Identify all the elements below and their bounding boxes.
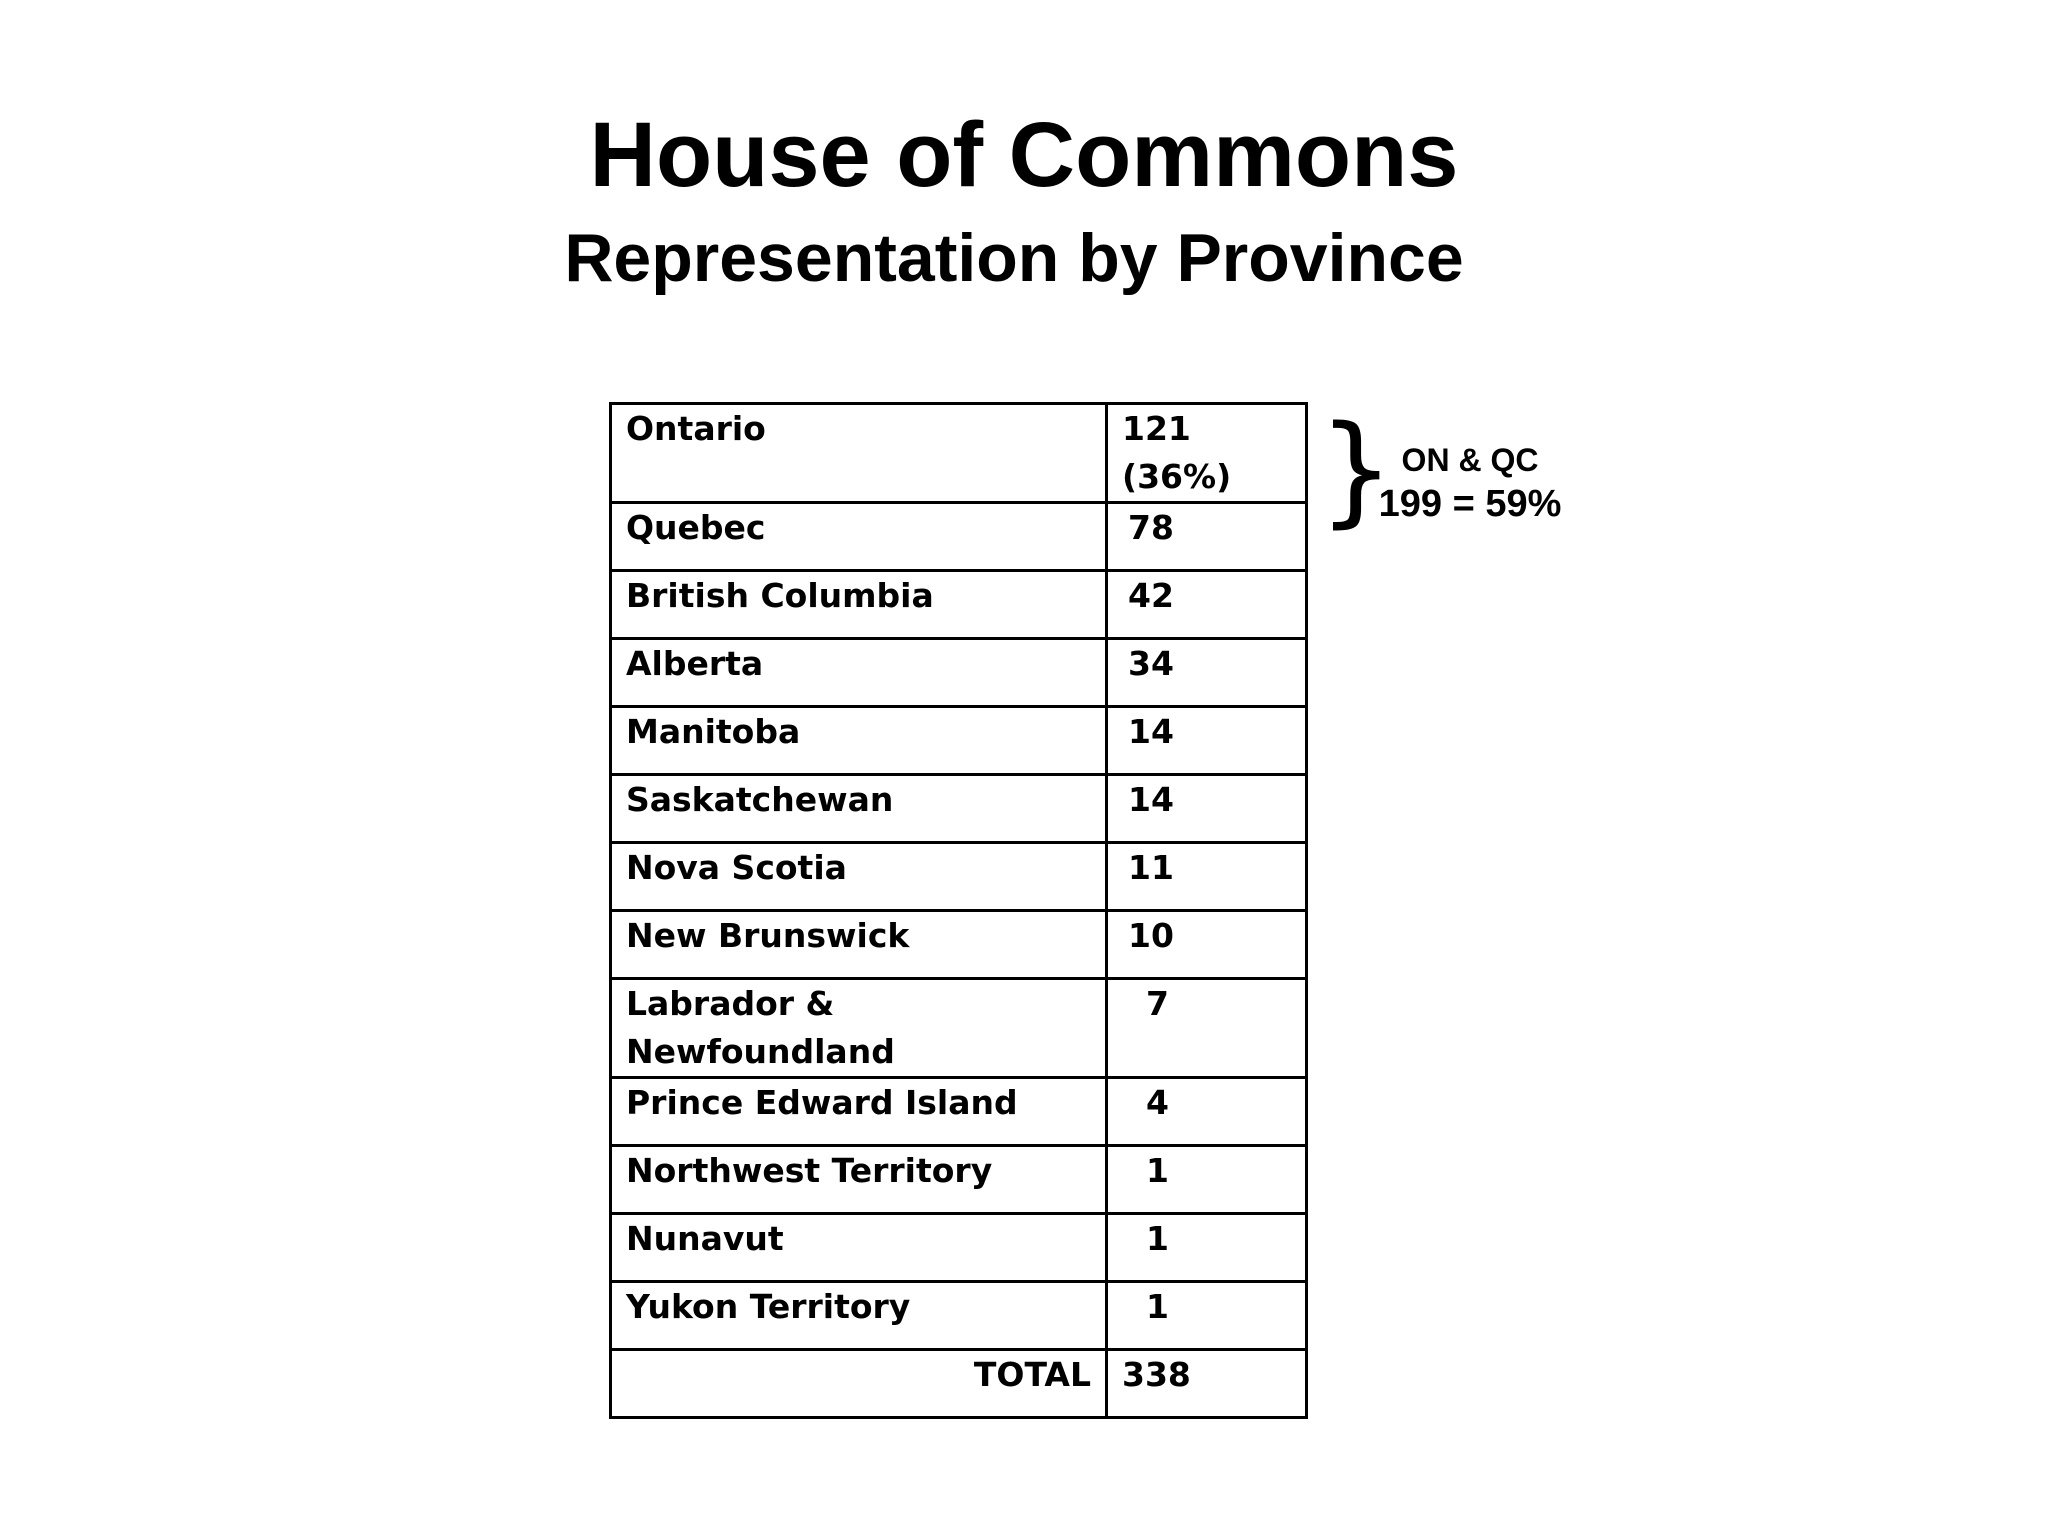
- seat-count: 1: [1107, 1214, 1307, 1282]
- page-subtitle: Representation by Province: [564, 220, 1464, 296]
- seat-count: 121 (36%): [1107, 404, 1307, 503]
- seat-count: 42: [1107, 571, 1307, 639]
- total-row: [611, 1350, 1307, 1418]
- province-name: New Brunswick: [611, 911, 1107, 979]
- province-name: Manitoba: [611, 707, 1107, 775]
- province-name: Quebec: [611, 503, 1107, 571]
- province-name: Saskatchewan: [611, 775, 1107, 843]
- seat-count: 11: [1107, 843, 1307, 911]
- province-name: Ontario: [611, 404, 1107, 503]
- on-qc-annotation: [1370, 440, 1570, 528]
- province-name: British Columbia: [611, 571, 1107, 639]
- table-row: [611, 979, 1307, 1078]
- table-row: [611, 571, 1307, 639]
- table-row: [611, 503, 1307, 571]
- table-row: [611, 775, 1307, 843]
- seat-count: 14: [1107, 775, 1307, 843]
- page-title: House of Commons: [589, 104, 1459, 206]
- table-row: [611, 639, 1307, 707]
- table-row: [611, 404, 1307, 503]
- total-label: TOTAL: [611, 1350, 1107, 1418]
- seat-count: 14: [1107, 707, 1307, 775]
- total-value: 338: [1107, 1350, 1307, 1418]
- annotation-value: 199 = 59%: [1378, 483, 1562, 525]
- province-name: Labrador & Newfoundland: [611, 979, 1107, 1078]
- table-row: [611, 1282, 1307, 1350]
- table-row: [611, 1146, 1307, 1214]
- seat-count: 4: [1107, 1078, 1307, 1146]
- seat-count: 34: [1107, 639, 1307, 707]
- seat-count: 78: [1107, 503, 1307, 571]
- annotation-label: ON & QC: [1401, 442, 1539, 478]
- province-name: Prince Edward Island: [611, 1078, 1107, 1146]
- table-row: [611, 707, 1307, 775]
- province-name: Nova Scotia: [611, 843, 1107, 911]
- table-row: [611, 1214, 1307, 1282]
- table-row: [611, 911, 1307, 979]
- province-name: Northwest Territory: [611, 1146, 1107, 1214]
- seat-count: 7: [1107, 979, 1307, 1078]
- curly-brace-icon: }: [1318, 401, 1395, 540]
- province-name: Nunavut: [611, 1214, 1107, 1282]
- table-row: [611, 843, 1307, 911]
- province-name: Yukon Territory: [611, 1282, 1107, 1350]
- seat-count: 1: [1107, 1146, 1307, 1214]
- province-name: Alberta: [611, 639, 1107, 707]
- seat-table: [609, 402, 1308, 1419]
- seat-count: 10: [1107, 911, 1307, 979]
- seat-count: 1: [1107, 1282, 1307, 1350]
- table-row: [611, 1078, 1307, 1146]
